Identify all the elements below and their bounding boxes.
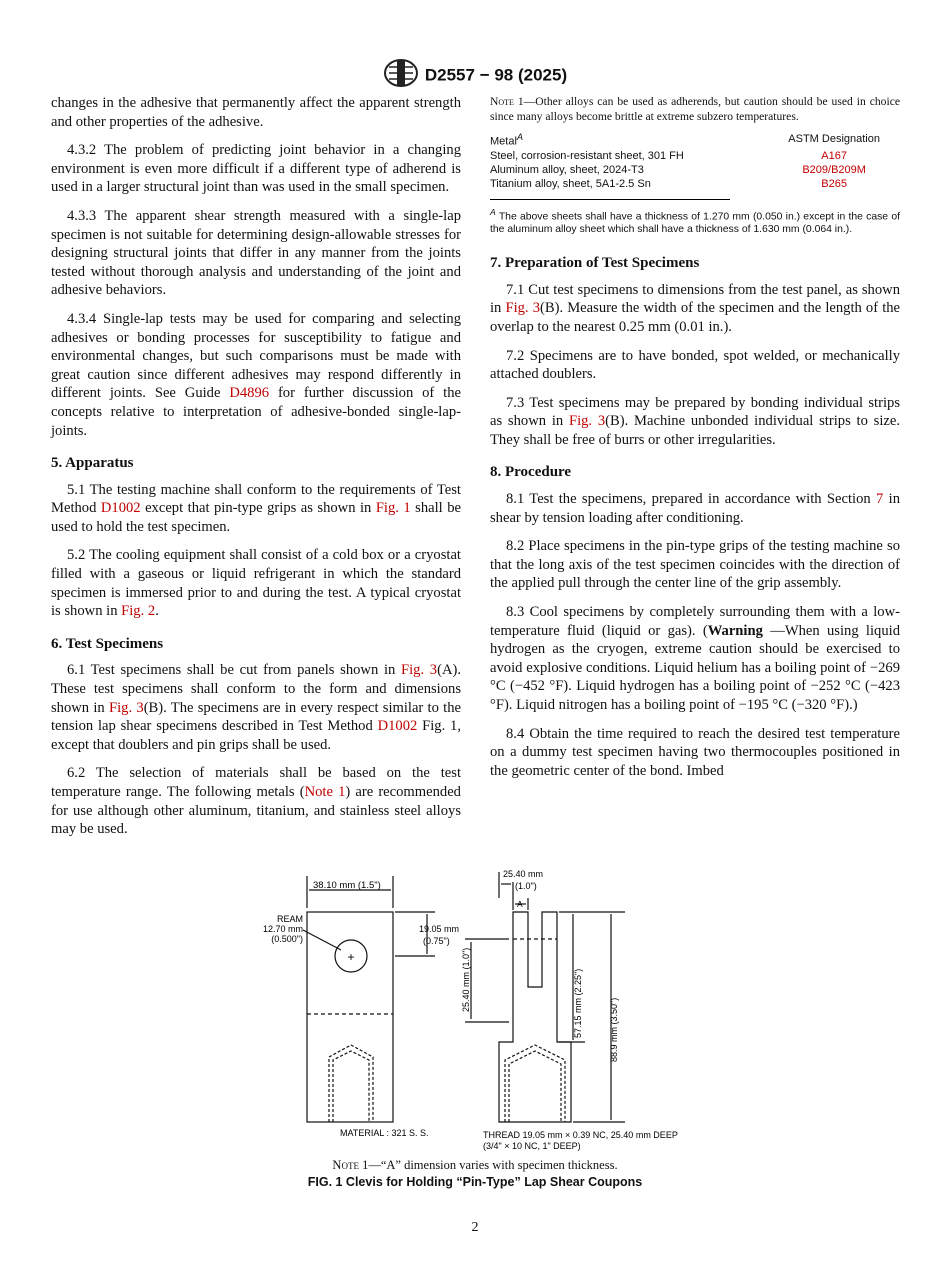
table-header-metal: Metal$^A$ <box>490 132 524 148</box>
svg-text:(1.0"): (1.0") <box>515 881 537 891</box>
link-d1002[interactable]: D1002 <box>100 500 141 517</box>
dim-depth-label: 57.15 mm (2.25") <box>573 968 583 1038</box>
paragraph: changes in the adhesive that permanently affect the apparent strength and other properties of the adhesive. <box>51 95 461 130</box>
link-fig-3[interactable]: Fig. 3 <box>505 300 540 317</box>
paragraph-7-3: 7.3 Test specimens may be prepared by bonding individual strips as shown in Fig. 3(B). Machine unbonded individual strips to size. They shall be free of burrs or other irregularities. <box>490 394 900 448</box>
svg-text:(0.500"): (0.500") <box>271 934 303 944</box>
table-row: Steel, corrosion-resistant sheet, 301 FH A167 <box>490 149 900 163</box>
link-b209[interactable]: B209/B209M <box>802 163 866 176</box>
link-d1002[interactable]: D1002 <box>377 718 418 735</box>
paragraph-8-4: 8.4 Obtain the time required to reach the desired test temperature on a dummy test specimen having two thermocouples positioned in the geometric center of the bond. Imbed <box>490 725 900 779</box>
table-row: Aluminum alloy, sheet, 2024-T3 B209/B209M <box>490 163 900 177</box>
link-fig-3[interactable]: Fig. 3 <box>568 413 606 430</box>
table-row: Titanium alloy, sheet, 5A1-2.5 Sn B265 <box>490 177 900 191</box>
figure-1-clevis-drawing <box>245 862 705 1162</box>
paragraph-4-3-2: 4.3.2 The problem of predicting joint behavior in a changing environment is even more difficult if a different type of adherend is used in a larger structural joint than was used in the small specimen. <box>51 142 461 196</box>
standard-designation: D2557 − 98 (2025) <box>424 65 568 85</box>
figure-note: Note 1—“A” dimension varies with specimen thickness. <box>332 1158 618 1172</box>
paragraph-4-3-3: 4.3.3 The apparent shear strength measured with a single-lap specimen is not suitable for determining design-allowable stresses for designing structural joints that differ in any manner from the joints tested without thorough analysis and understanding of the joint and adhesive behaviors. <box>51 207 461 299</box>
link-section-7[interactable]: 7 <box>876 491 884 508</box>
link-fig-3[interactable]: Fig. 3 <box>109 699 144 716</box>
dim-hole-label: 19.05 mm <box>419 924 460 934</box>
section-heading-procedure: 8. Procedure <box>490 464 572 481</box>
clevis-drawing-svg <box>245 862 705 1162</box>
svg-text:(0.75"): (0.75") <box>423 936 450 946</box>
left-column <box>51 94 461 849</box>
link-d4896[interactable]: D4896 <box>229 385 270 402</box>
section-heading-test-specimens: 6. Test Specimens <box>51 635 164 652</box>
table-header-row <box>490 130 900 149</box>
paragraph-5-1: 5.1 The testing machine shall conform to the requirements of Test Method D1002 except that pin-type grips as shown in Fig. 1 shall be used to hold the test specimen. <box>51 481 461 535</box>
link-a167[interactable]: A167 <box>821 149 847 162</box>
right-column <box>490 94 900 790</box>
link-b265[interactable]: B265 <box>821 177 847 190</box>
paragraph-8-2: 8.2 Place specimens in the pin-type grips of the testing machine so that the long axis of the test specimen coincides with the direction of the applied pull through the center line of the grip assembly. <box>490 538 900 592</box>
dim-a-label: A <box>517 899 523 909</box>
section-heading-apparatus: 5. Apparatus <box>51 455 134 472</box>
hole-center-mark: + <box>347 950 355 964</box>
paragraph-4-3-4: 4.3.4 Single-lap tests may be used for comparing and selecting adhesives or bonding processes for susceptibility to fatigue and environmental changes, but such comparisons must be made with great caution since different adhesives may respond differently in different joints. See Guide D4896 for further discussion of the concepts relative to interpretation of adhesive-bonded single-lap-joints. <box>51 310 461 439</box>
svg-text:(3/4" × 10 NC, 1" DEEP): (3/4" × 10 NC, 1" DEEP) <box>483 1141 581 1151</box>
link-fig-2[interactable]: Fig. 2 <box>121 603 156 620</box>
note-1: Note 1—Other alloys can be used as adherends, but caution should be used in choice since many alloys become brittle at extreme subzero temperatures. <box>490 95 900 123</box>
paragraph-8-3: 8.3 Cool specimens by completely surrounding them with a low-temperature fluid (liquid or gas). (Warning —When using liquid hydrogen as the cryogen, extreme caution should be exercised to avoid explosive conditions. Liquid helium has a boiling point of −269 °C (−452 °F). Liquid hydrogen has a boiling point of −252 °C (−423 °F). Liquid nitrogen has a boiling point of −195 °C (−320 °F).) <box>490 604 900 713</box>
dim-width-label: 38.10 mm (1.5") <box>313 880 381 891</box>
astm-logo-icon <box>383 58 419 93</box>
figure-title: FIG. 1 Clevis for Holding “Pin-Type” Lap Shear Coupons <box>307 1175 643 1189</box>
link-fig-3[interactable]: Fig. 3 <box>400 662 438 679</box>
page-header <box>0 58 950 93</box>
dim-slot-label: 25.40 mm (1.0") <box>461 947 471 1012</box>
figure-caption <box>0 1158 950 1189</box>
alloy-table <box>490 130 900 191</box>
footnote-divider <box>490 199 730 200</box>
paragraph-7-2: 7.2 Specimens are to have bonded, spot welded, or mechanically attached doublers. <box>490 347 900 383</box>
link-note-1[interactable]: Note 1 <box>304 784 346 800</box>
paragraph-7-1: 7.1 Cut test specimens to dimensions from the test panel, as shown in Fig. 3(B). Measure the width of the specimen and the length of the overlap to the nearest 0.25 mm (0.01 in.). <box>490 281 901 335</box>
table-footnote: $^A$ The above sheets shall have a thickness of 1.270 mm (0.050 in.) except in the case of the aluminum alloy sheet which shall have a thickness of 1.630 mm (0.064 in.). <box>490 206 900 236</box>
dim-total-label: 88.9 mm (3.50") <box>609 997 619 1062</box>
link-fig-1[interactable]: Fig. 1 <box>375 500 411 517</box>
table-header-astm: ASTM Designation <box>788 133 880 146</box>
paragraph-8-1: 8.1 Test the specimens, prepared in accordance with Section 7 in shear by tension loading after conditioning. <box>490 491 901 526</box>
thread-label: THREAD 19.05 mm × 0.39 NC, 25.40 mm DEEP <box>483 1130 678 1140</box>
material-label: MATERIAL : 321 S. S. <box>340 1128 429 1138</box>
dim-top-label: 25.40 mm <box>503 869 544 879</box>
paragraph-6-1: 6.1 Test specimens shall be cut from panels shown in Fig. 3(A). These test specimens shall conform to the form and dimensions shown in Fig. 3(B). The specimens are in every respect similar to the tension lap shear specimens described in Test Method D1002 Fig. 1, except that doublers and pin grips shall be used. <box>51 662 462 753</box>
svg-text:12.70 mm: 12.70 mm <box>262 924 303 934</box>
page-number: 2 <box>471 1220 479 1235</box>
paragraph-5-2: 5.2 The cooling equipment shall consist of a cold box or a cryostat filled with a gaseous or liquid refrigerant in which the standard specimen is immersed prior to and during the test. A typical cryostat is shown in Fig. 2. <box>51 547 461 620</box>
section-heading-preparation: 7. Preparation of Test Specimens <box>490 255 700 272</box>
paragraph-6-2: 6.2 The selection of materials shall be based on the test temperature range. The following metals (Note 1) are recommended for use although other aluminum, titanium, and stainless steel alloys may be used. <box>51 765 461 838</box>
ream-label: REAM <box>276 914 303 924</box>
